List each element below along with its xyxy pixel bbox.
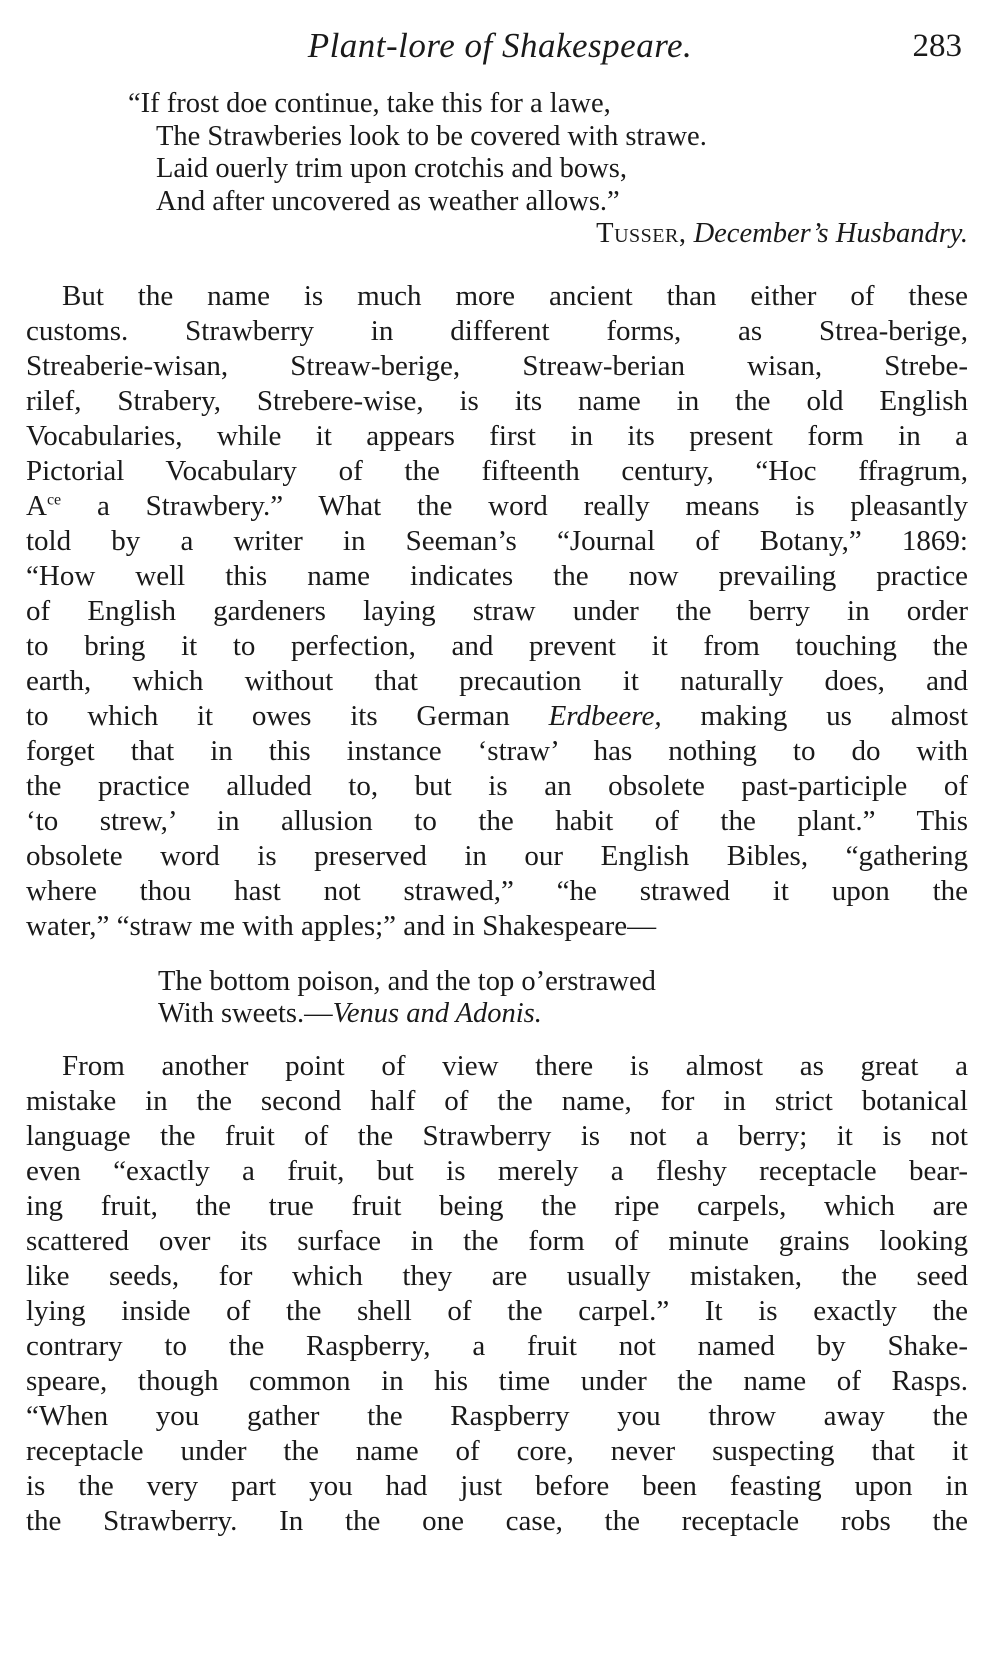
- text-line: ing fruit, the true fruit being the ripe carpels, which are: [26, 1190, 968, 1222]
- text-line: “How well this name indicates the now prevailing practice: [26, 560, 968, 592]
- attribution-work: December’s Husbandry.: [693, 218, 968, 249]
- text-line: scattered over its surface in the form of minute grains looking: [26, 1225, 968, 1257]
- quote-line: [158, 998, 656, 1030]
- page-number: 283: [912, 28, 962, 64]
- text-line: water,” “straw me with apples;” and in Shakespeare—: [26, 910, 657, 942]
- text-line: to bring it to perfection, and prevent it from touching the: [26, 630, 968, 662]
- paragraph-fruit-botany: [26, 1049, 968, 1539]
- text-fragment: A: [26, 490, 47, 522]
- text-line: forget that in this instance ‘straw’ has nothing to do with: [26, 735, 968, 767]
- text-line: told by a writer in Seeman’s “Journal of Botany,” 1869:: [26, 525, 968, 557]
- text-line: of English gardeners laying straw under the berry in order: [26, 595, 968, 627]
- verse-line: The Strawberies look to be covered with strawe.: [156, 120, 707, 152]
- italic-word: Erdbeere,: [548, 700, 662, 732]
- text-line: the practice alluded to, but is an obsolete past-participle of: [26, 770, 968, 802]
- verse-line: And after uncovered as weather allows.”: [156, 185, 620, 217]
- text-line: the Strawberry. In the one case, the receptacle robs the: [26, 1505, 968, 1537]
- text-line: But the name is much more ancient than either of these: [62, 280, 968, 312]
- text-fragment: making us almost: [700, 700, 969, 732]
- verse-line: “If frost doe continue, take this for a lawe,: [128, 88, 611, 119]
- quote-source: Venus and Adonis.: [332, 998, 542, 1029]
- text-line: speare, though common in his time under the name of Rasps.: [26, 1365, 968, 1397]
- text-line: receptacle under the name of core, never suspecting that it: [26, 1435, 968, 1467]
- shakespeare-quote: [158, 966, 656, 1030]
- text-line: even “exactly a fruit, but is merely a fleshy receptacle bear-: [26, 1155, 968, 1187]
- text-fragment: With sweets.—: [158, 998, 333, 1029]
- text-line: “When you gather the Raspberry you throw away the: [26, 1400, 968, 1432]
- text-fragment: a Strawbery.” What the word really means is pleasantly: [96, 490, 969, 522]
- text-line: like seeds, for which they are usually mistaken, the seed: [26, 1260, 968, 1292]
- superscript: ce: [46, 491, 62, 509]
- verse-attribution: [128, 218, 968, 251]
- text-line: where thou hast not strawed,” “he strawed it upon the: [26, 875, 968, 907]
- tusser-verse: [128, 88, 968, 251]
- page-header: [0, 20, 1000, 70]
- text-line: [26, 699, 968, 734]
- text-line: Vocabularies, while it appears first in its present form in a: [26, 420, 968, 452]
- attribution-author: Tusser,: [596, 218, 687, 249]
- text-line: obsolete word is preserved in our English Bibles, “gathering: [26, 840, 968, 872]
- running-title: Plant-lore of Shakespeare.: [307, 26, 693, 65]
- text-line: is the very part you had just before been feasting upon in: [26, 1470, 968, 1502]
- verse-line: Laid ouerly trim upon crotchis and bows,: [156, 153, 627, 184]
- text-line: lying inside of the shell of the carpel.” It is exactly the: [26, 1295, 968, 1327]
- quote-line: The bottom poison, and the top o’erstrawed: [158, 966, 656, 997]
- text-line: contrary to the Raspberry, a fruit not named by Shake-: [26, 1330, 968, 1362]
- text-line: Pictorial Vocabulary of the fifteenth century, “Hoc ffragrum,: [26, 455, 968, 487]
- text-line: From another point of view there is almost as great a: [62, 1050, 968, 1082]
- text-fragment: to which it owes its German: [26, 700, 510, 732]
- text-line: ‘to strew,’ in allusion to the habit of the plant.” This: [26, 805, 968, 837]
- text-line: rilef, Strabery, Strebere-wise, is its name in the old English: [26, 385, 968, 417]
- text-line: Streaberie-wisan, Streaw-berige, Streaw-berian wisan, Strebe-: [26, 350, 968, 382]
- paragraph-strawberry-name: [26, 279, 968, 944]
- text-line: earth, which without that precaution it naturally does, and: [26, 665, 968, 697]
- text-line: [26, 489, 968, 524]
- text-line: mistake in the second half of the name, for in strict botanical: [26, 1085, 968, 1117]
- text-line: customs. Strawberry in different forms, as Strea-berige,: [26, 315, 968, 347]
- text-line: language the fruit of the Strawberry is not a berry; it is not: [26, 1120, 968, 1152]
